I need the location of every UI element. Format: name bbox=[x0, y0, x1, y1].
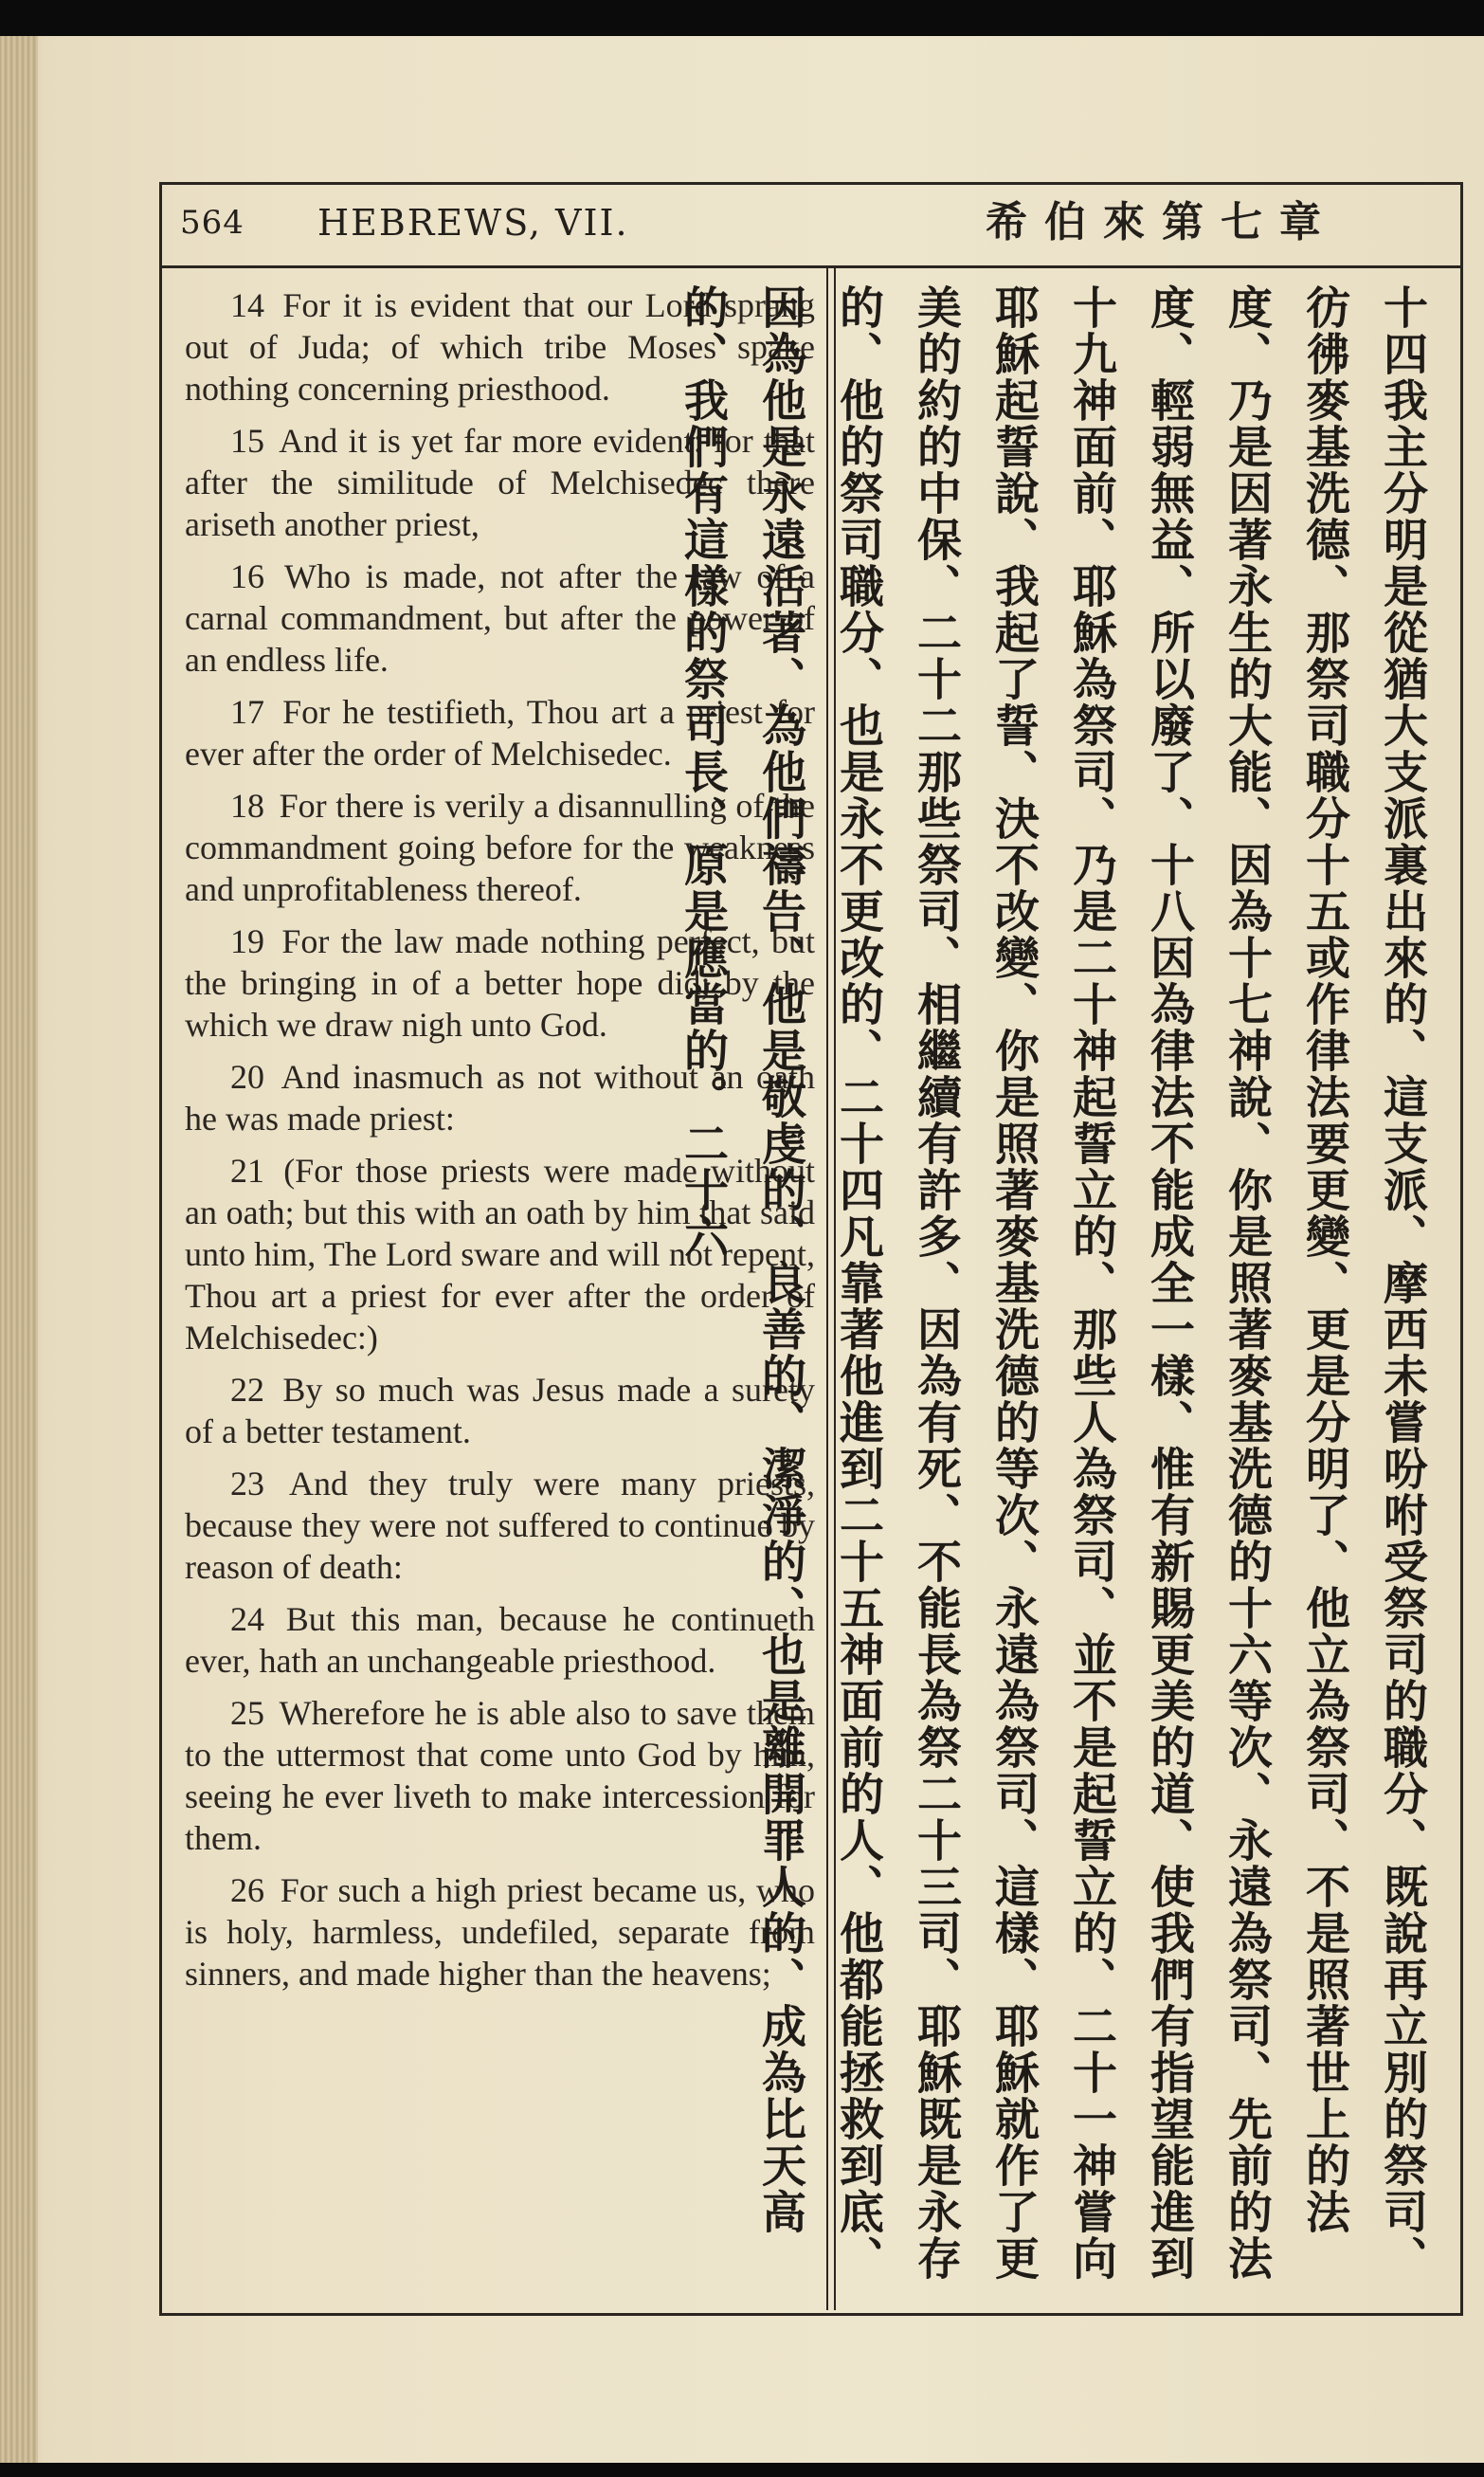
verse-text: For such a high priest became us, who is holy, harmless, undefiled, separate from sinners, and made higher than the heavens; bbox=[185, 1871, 815, 1993]
chinese-column: 十四我主分明是從猶大支派裏出來的、這支派、摩西未嘗吩咐受祭司的職分、既說再立別的祭司、彷彿麥基洗德、那祭司職分十五或作律法要更變、更是分明了、他立為祭司、不是照著世上的法度、乃是因著永生的大能、因為十七神說、你是照著麥基洗德的十六等次、永遠為祭司、先前的法度、輕弱無益、所以廢了、十八因為律法不能成全一樣、惟有新賜更美的道、使我們有指望能進到十九神面前、耶穌為祭司、乃是二十神起誓立的、那些人為祭司、並不是起誓立的、二十一神嘗向耶穌起誓說、我起了誓、決不改變、你是照著麥基洗德的等次、永遠為祭司、這樣、耶穌就作了更美的約的中保、二十二那些祭司、相繼續有許多、因為有死、不能長為祭二十三司、耶穌既是永存的、他的祭司職分、也是永不更改的、二十四凡靠著他進到二十五神面前的人、他都能拯救到底、因為他是永遠活著、為他們禱告、他是敬虔的、良善的、潔淨的、也是離開罪人的、成為比天高的、我們有這樣的祭司長、原是應當的。二十六 bbox=[677, 284, 1428, 2282]
verse-text: By so much was Jesus made a surety of a better testament. bbox=[185, 1371, 815, 1450]
running-head: HEBREWS, VII. bbox=[317, 202, 629, 244]
page-number: 564 bbox=[180, 204, 244, 242]
verse-text: Who is made, not after the law of a carnal commandment, but after the power of an endless life. bbox=[185, 557, 815, 679]
verse-number: 20 bbox=[230, 1058, 264, 1096]
verse-text: For it is evident that our Lord sprang out of Juda; of which tribe Moses spake nothing concerning priesthood. bbox=[185, 286, 815, 408]
verse-number: 26 bbox=[230, 1871, 264, 1909]
page-edge bbox=[0, 36, 38, 2463]
verse-number: 21 bbox=[230, 1152, 264, 1190]
verse bbox=[185, 1598, 815, 1682]
verse-number: 24 bbox=[230, 1600, 264, 1638]
verse-number: 16 bbox=[230, 557, 264, 595]
header-rule bbox=[159, 265, 1463, 268]
verse-text: (For those priests were made without an oath; but this with an oath by him that said unto him, The Lord sware and will not repent, Thou art a priest for ever after the order of Melchisedec:) bbox=[185, 1152, 815, 1357]
verse bbox=[185, 1463, 815, 1588]
verse-text: For there is verily a disannulling of the commandment going before for the weakness and unprofitableness thereof. bbox=[185, 787, 815, 908]
verse-text: Wherefore he is able also to save them to the uttermost that come unto God by him, seeing he ever liveth to make intercession for them. bbox=[185, 1694, 815, 1857]
verse-text: And it is yet far more evident: for that after the similitude of Melchisedec there ariseth another priest, bbox=[185, 422, 816, 543]
verse bbox=[185, 1369, 815, 1452]
verse-number: 19 bbox=[230, 922, 264, 960]
verse-number: 14 bbox=[230, 286, 264, 324]
verse-number: 25 bbox=[230, 1694, 264, 1732]
verse-number: 23 bbox=[230, 1465, 264, 1503]
verse-text: And inasmuch as not without an oath he was made priest: bbox=[185, 1058, 816, 1138]
verse-number: 17 bbox=[230, 693, 264, 731]
verse-number: 18 bbox=[230, 787, 264, 825]
verse bbox=[185, 1869, 815, 1994]
chinese-running-head: 希伯來第七章 bbox=[986, 198, 1338, 246]
verse bbox=[185, 1692, 815, 1859]
verse-number: 15 bbox=[230, 422, 264, 460]
verse-text: And they truly were many priests, because they were not suffered to continue by reason of death: bbox=[185, 1465, 815, 1586]
verse-text: For the law made nothing perfect, but the bringing in of a better hope did; by the which we draw nigh unto God. bbox=[185, 922, 815, 1044]
verse-text: But this man, because he continueth ever, hath an unchangeable priesthood. bbox=[185, 1600, 815, 1680]
verse-text: For he testifieth, Thou art a priest for ever after the order of Melchisedec. bbox=[185, 693, 816, 773]
verse-number: 22 bbox=[230, 1371, 264, 1409]
